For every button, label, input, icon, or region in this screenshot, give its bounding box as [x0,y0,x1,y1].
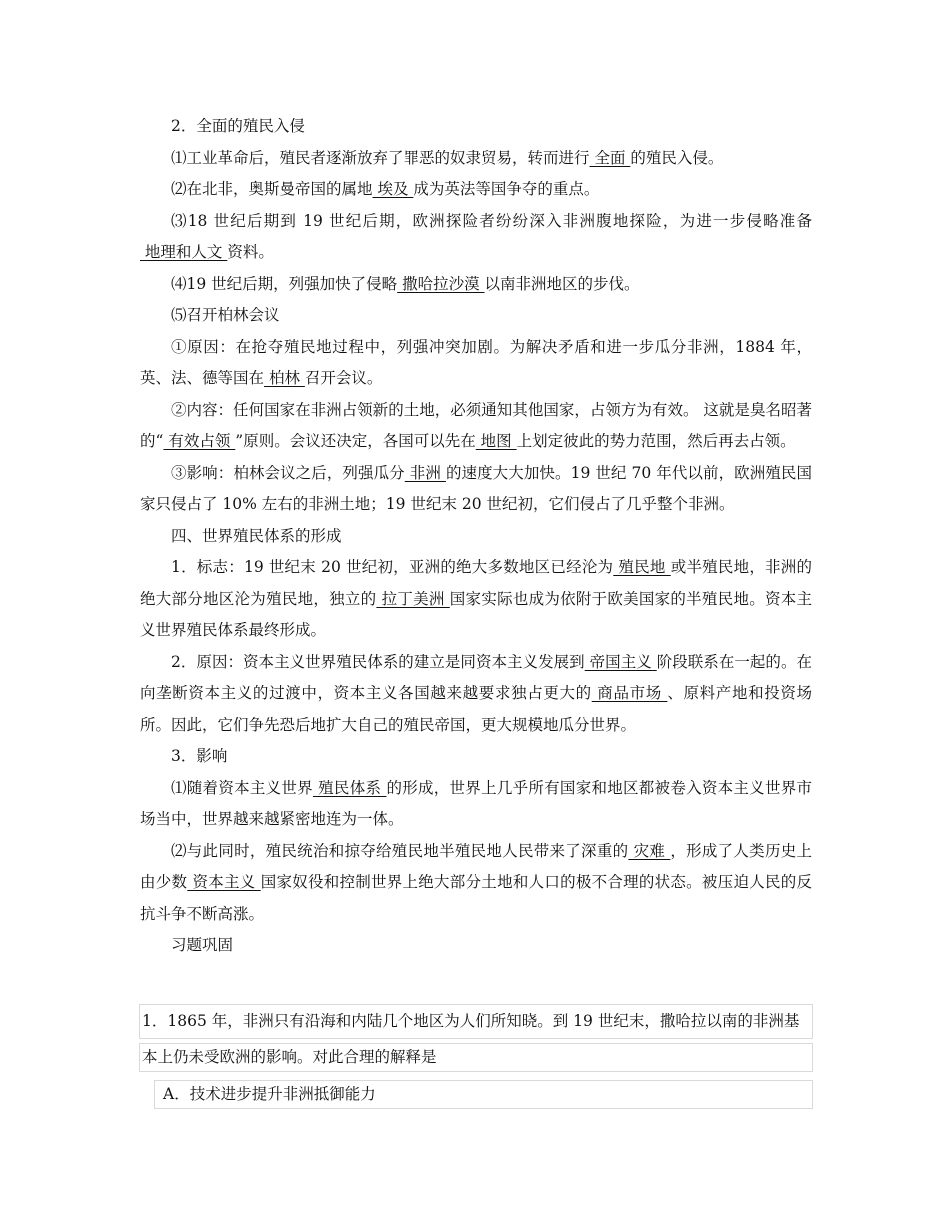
text: ⑶18 世纪后期到 19 世纪后期，欧洲探险者纷纷深入非洲腹地探险，为进一步侵略准备 [171,211,812,230]
text: ②内容：任何国家在非洲占领新的土地，必须通知其他国家，占领方为有效。 这就是臭名昭著的“ [140,400,812,450]
fill-blank-answer: 地图 [475,432,517,450]
text: 或半殖民地，非洲的绝大部分地区沦为殖民地，独立的 [140,558,812,608]
section-heading: 四、世界殖民体系的形成 [171,526,342,545]
paragraph [140,773,812,836]
text: ⑵与此同时，殖民统治和掠夺给殖民地半殖民地人民带来了深重的 [171,841,629,860]
fill-blank-answer: 有效占领 [163,432,236,450]
question-line-1 [139,1004,813,1039]
text: ③影响：柏林会议之后，列强瓜分 [171,463,405,482]
text: 召开会议。 [304,369,383,387]
paragraph [140,458,812,521]
exercise-heading: 习题巩固 [171,936,234,954]
fill-blank-answer: 灾难 [628,841,671,860]
subsection-heading: ⑸召开柏林会议 [171,306,280,324]
text: ⑷19 世纪后期，列强加快了侵略 [171,274,398,293]
text: ，形成了人类历史上由少数 [140,841,812,891]
paragraph [140,395,812,458]
paragraph [140,332,812,395]
fill-blank-answer: 资本主义 [187,873,261,891]
fill-blank-answer: 地理和人文 [140,243,228,261]
text: ⑵在北非，奥斯曼帝国的属地 [171,180,373,198]
text: ⑴随着资本主义世界 [171,778,313,797]
paragraph [140,647,812,742]
text: 、原料产地和投资场所。因此，它们争先恐后地扩大自己的殖民帝国，更大规模地瓜分世界。 [140,684,812,734]
fill-blank-answer: 殖民体系 [312,778,387,797]
text: 阶段联系在一起的。在向垄断资本主义的过渡中，资本主义各国越来越要求独占更大的 [140,652,812,702]
paragraph [140,206,812,269]
fill-blank-answer: 全面 [589,148,631,167]
text: 的殖民入侵。 [630,148,724,167]
text: 成为英法等国争夺的重点。 [413,180,600,198]
fill-blank-answer: 非洲 [404,463,446,482]
paragraph [140,836,812,931]
text: 资料。 [227,243,274,261]
fill-blank-answer: 殖民地 [613,558,671,576]
paragraph [140,174,812,206]
text: 国家奴役和控制世界上绝大部分土地和人口的极不合理的状态。被压迫人民的反抗斗争不断高涨。 [140,873,812,923]
text: 1．标志：19 世纪末 20 世纪初，亚洲的绝大多数地区已经沦为 [171,558,614,576]
text: 的速度大大加快。19 世纪 70 年代以前，欧洲殖民国家只侵占了 10% 左右的非洲土地；19 世纪末 20 世纪初，它们侵占了几乎整个非洲。 [140,463,812,513]
question-text: 1．1865 年，非洲只有沿海和内陆几个地区为人们所知晓。到 19 世纪末，撒哈拉以南的非洲基 [142,1012,800,1030]
text: 的形成，世界上几乎所有国家和地区都被卷入资本主义世界市场当中，世界越来越紧密地连为一体。 [140,778,812,828]
question-text: 本上仍未受欧洲的影响。对此合理的解释是 [142,1048,437,1066]
paragraph [140,269,812,301]
text: ”原则。会议还决定，各国可以先在 [235,432,476,450]
question-line-2 [139,1043,813,1072]
paragraph [140,552,812,647]
text: 以南非洲地区的步伐。 [484,274,640,293]
text: ⑴工业革命后，殖民者逐渐放弃了罪恶的奴隶贸易，转而进行 [171,148,590,167]
fill-blank-answer: 撒哈拉沙漠 [397,274,485,293]
fill-blank-answer: 柏林 [264,369,305,387]
text: ①原因：在抢夺殖民地过程中，列强冲突加剧。为解决矛盾和进一步瓜分非洲，1884 年，英、法、德等国在 [140,337,812,387]
subsection-heading: 3．影响 [171,747,228,765]
text: 国家实际也成为依附于欧美国家的半殖民地。资本主义世界殖民体系最终形成。 [140,589,812,639]
fill-blank-answer: 商品市场 [591,684,668,702]
text: 2．原因：资本主义世界殖民体系的建立是同资本主义发展到 [171,652,585,671]
fill-blank-answer: 埃及 [372,180,414,198]
document-body [140,111,812,962]
fill-blank-answer: 拉丁美洲 [376,589,450,608]
option-a [154,1080,813,1109]
text: 上划定彼此的势力范围，然后再去占领。 [516,432,796,450]
option-text: A．技术进步提升非洲抵御能力 [163,1085,376,1103]
paragraph [140,143,812,175]
fill-blank-answer: 帝国主义 [584,652,657,671]
section-heading: 2．全面的殖民入侵 [171,117,305,135]
